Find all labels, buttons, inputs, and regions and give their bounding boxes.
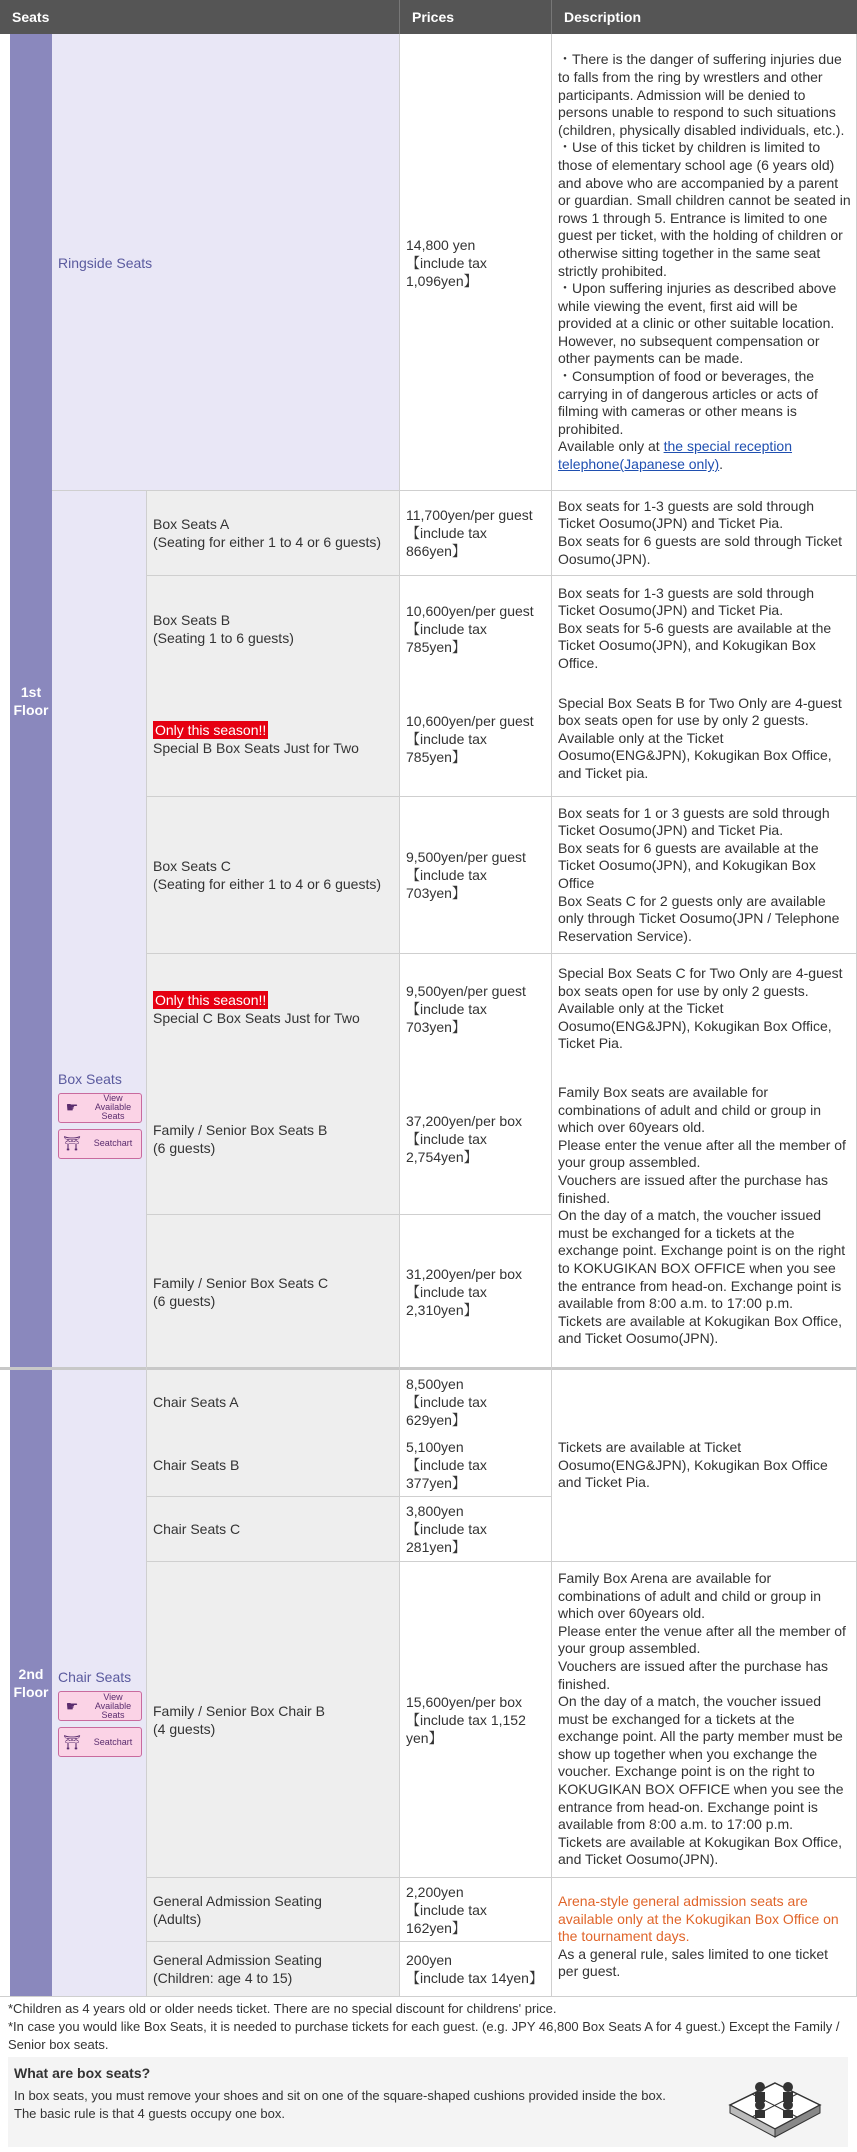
family-chair-price: [400, 1562, 552, 1877]
seatchart-label: Seatchart: [93, 1138, 133, 1148]
seat-name: Family / Senior Box Seats C: [153, 1274, 329, 1291]
price-tax-label: 【include tax: [406, 1521, 487, 1537]
chair-seats-a-price: [400, 1370, 552, 1433]
price-tax-amount: 2,310yen】: [406, 1301, 478, 1318]
price-amount: 2,200yen: [406, 1883, 464, 1900]
special-b-box-seats: [147, 681, 400, 796]
special-c-description: [552, 954, 857, 1064]
pointer-icon: ☛: [65, 1697, 79, 1714]
desc-line: Vouchers are issued after the purchase has finished.: [558, 1657, 829, 1692]
price-tax-amount: 785yen】: [406, 638, 466, 655]
desc-line: Vouchers are issued after the purchase has finished.: [558, 1172, 829, 1206]
seat-capacity: (6 guests): [153, 1292, 216, 1309]
category-ringside: [52, 34, 400, 491]
price-tax-amount: 1,096yen】: [406, 272, 478, 289]
box-seat-illustration-icon: [720, 2063, 830, 2143]
chair-seats-label: Chair Seats: [58, 1669, 132, 1685]
price-amount: 15,600yen/per box: [406, 1693, 522, 1710]
seat-name: General Admission Seating: [153, 1952, 322, 1968]
price-tax-label: 【include tax: [406, 730, 487, 747]
price-tax-label: 【include tax 1,152: [406, 1711, 526, 1728]
seatchart-button[interactable]: [58, 1727, 142, 1757]
view-available-seats-label: View Available Seats: [94, 1093, 132, 1121]
price-amount: 37,200yen/per box: [406, 1113, 522, 1129]
seatchart-button[interactable]: [58, 1129, 142, 1159]
price-tax-amount: 162yen】: [406, 1919, 466, 1936]
special-reception-telephone-link[interactable]: the special reception telephone(Japanese only): [558, 438, 793, 473]
price-amount: 9,500yen/per guest: [406, 983, 526, 999]
seat-name: Family / Senior Box Chair B: [153, 1702, 325, 1719]
ringside-note: ・Upon suffering injuries as described above while viewing the event, first aid will be provided at a clinic or other suitable location. However, no subsequent compensation or other payments can be made.: [558, 280, 837, 367]
price-amount: 14,800 yen: [406, 236, 476, 253]
seat-capacity: (Seating for either 1 to 4 or 6 guests): [153, 876, 382, 892]
desc-line: Special Box Seats C for Two Only are 4-guest box seats open for use by only 2 guests.: [558, 965, 843, 999]
seat-name: Chair Seats C: [153, 1521, 241, 1537]
only-this-season-badge: Only this season!!: [155, 992, 267, 1008]
family-chair-description: [552, 1562, 857, 1877]
notes: [8, 2000, 848, 2054]
seat-capacity: (6 guests): [153, 1140, 216, 1156]
price-tax-label: 【include tax 14yen】: [406, 1970, 543, 1986]
arena-icon: ⛩: [63, 1733, 81, 1750]
seat-name: Chair Seats B: [153, 1456, 240, 1473]
ringside-note: ・There is the danger of suffering injuries due to falls from the ring by wrestlers and other participants. Admission will be denied to persons unable to respond to such situations (children, physically disabled individuals, etc.).: [558, 51, 845, 138]
price-tax-label: 【include tax: [406, 1131, 487, 1147]
info-line: In box seats, you must remove your shoes and sit on one of the square-shaped cushions provided inside the box.: [14, 2088, 666, 2103]
price-amount: 11,700yen/per guest: [406, 507, 533, 523]
desc-line: Box seats for 5-6 guests are available at the Ticket Oosumo(JPN), and Kokugikan Box Office.: [558, 619, 832, 671]
family-senior-box-chair-b: [147, 1562, 400, 1877]
ringside-seats-label: Ringside Seats: [58, 254, 153, 271]
seat-name: Family / Senior Box Seats B: [153, 1122, 328, 1138]
desc-line: Box seats for 1-3 guests are sold through Ticket Oosumo(JPN) and Ticket Pia.: [558, 497, 815, 532]
ringside-note: ・Use of this ticket by children is limited to those of elementary school age (6 years old) and above who are accompanied by a parent or guardian. Small children cannot be seated in rows 1 through 5. Entrance is limited to one guest per ticket, with the holding of children or otherwise sitting together in the same seat strictly prohibited.: [558, 139, 851, 279]
availability-prefix: Available only at: [558, 438, 664, 455]
desc-line: Family Box seats are available for combinations of adult and child or group in which over 60years old.: [558, 1084, 822, 1136]
desc-line: Tickets are available at Ticket Oosumo(ENG&JPN), Kokugikan Box Office and Ticket Pia.: [558, 1439, 828, 1491]
price-tax-label: 【include tax: [406, 1001, 487, 1017]
box-seats-c: [147, 797, 400, 953]
view-available-seats-label: View Available Seats: [94, 1691, 132, 1720]
price-amount: 10,600yen/per guest: [406, 602, 534, 619]
seat-name: Special B Box Seats Just for Two: [153, 739, 359, 756]
seat-name: Special C Box Seats Just for Two: [153, 1010, 360, 1026]
desc-line: As a general rule, sales limited to one ticket per guest.: [558, 1945, 829, 1980]
ringside-note: ・Consumption of food or beverages, the carrying in of dangerous articles or acts of filming with cameras or other means is prohibited.: [558, 368, 818, 437]
box-seats-info-title: What are box seats?: [14, 2065, 151, 2081]
seat-capacity: (Seating for either 1 to 4 or 6 guests): [153, 534, 382, 550]
price-tax-amount: 281yen】: [406, 1539, 466, 1555]
box-seats-b-price: [400, 576, 552, 681]
price-tax-label: 【include tax: [406, 525, 487, 541]
desc-line: On the day of a match, the voucher issued must be exchanged for a tickets at the exchange point. All the party member must be show up together when you exchange the voucher. Exchange point is on the right to KOKUGIKAN BOX OFFICE when you see the entrance from head-on. Exchange point is available from 8:00 a.m. to 17:00 p.m.: [558, 1693, 844, 1833]
box-seats-b: [147, 576, 400, 681]
price-tax-amount: 866yen】: [406, 543, 466, 559]
note-children: *Children as 4 years old or older needs ticket. There are no special discount for childrens' price.: [8, 2001, 557, 2016]
seat-capacity: (Seating 1 to 6 guests): [153, 629, 294, 646]
seat-capacity: (4 guests): [153, 1720, 216, 1737]
box-seats-info-text: [14, 2087, 684, 2123]
chair-seats-c-price: [400, 1497, 552, 1561]
table-bottom-border: [0, 1996, 857, 1997]
price-tax-label: 【include tax: [406, 1393, 487, 1410]
category-chair-seats: [52, 1370, 147, 1996]
family-senior-b-price: [400, 1064, 552, 1214]
only-this-season-badge: Only this season!!: [155, 721, 267, 738]
arena-icon: ⛩: [63, 1135, 81, 1151]
column-border: [146, 491, 147, 1996]
price-tax-amount: 2,754yen】: [406, 1149, 478, 1165]
desc-line: Box seats for 6 guests are available at the Ticket Oosumo(JPN), and Kokugikan Box Office: [558, 839, 819, 891]
box-seats-info-panel: [8, 2057, 848, 2147]
price-tax-label: 【include tax: [406, 1283, 487, 1300]
price-tax-label: 【include tax: [406, 1456, 487, 1473]
desc-line: Tickets are available at Kokugikan Box Office, and Ticket Oosumo(JPN).: [558, 1833, 843, 1868]
desc-line: Available only at the Ticket Oosumo(ENG&JPN), Kokugikan Box Office, Ticket Pia.: [558, 1000, 832, 1052]
price-amount: 8,500yen: [406, 1375, 464, 1392]
price-amount: 31,200yen/per box: [406, 1265, 522, 1282]
availability-suffix: .: [719, 456, 724, 473]
floor-label-2nd: 2nd Floor: [10, 1370, 52, 1996]
desc-line: Family Box Arena are available for combinations of adult and child or group in which over 60years old.: [558, 1569, 822, 1622]
seat-name: Chair Seats A: [153, 1393, 239, 1410]
seat-name: Box Seats A: [153, 516, 230, 532]
general-admission-children: [147, 1942, 400, 1996]
price-tax-amount: 377yen】: [406, 1474, 466, 1491]
category-box-seats: [52, 491, 147, 1368]
desc-line: Please enter the venue after all the member of your group assembled.: [558, 1622, 846, 1657]
header-prices: Prices: [400, 0, 552, 34]
info-line: The basic rule is that 4 guests occupy one box.: [14, 2106, 285, 2121]
seat-name: Box Seats B: [153, 611, 231, 628]
price-tax-label: 【include tax: [406, 867, 487, 883]
general-admission-children-price: [400, 1942, 552, 1996]
price-tax-amount: 629yen】: [406, 1411, 466, 1428]
desc-line: Tickets are available at Kokugikan Box Office, and Ticket Oosumo(JPN).: [558, 1312, 843, 1347]
special-c-price: [400, 954, 552, 1064]
price-tax-label: 【include tax: [406, 1901, 487, 1918]
chair-seats-a: [147, 1370, 400, 1433]
seatchart-label: Seatchart: [93, 1736, 133, 1747]
box-seats-a-price: [400, 491, 552, 575]
box-seats-c-price: [400, 797, 552, 953]
chair-seats-b: [147, 1433, 400, 1496]
price-amount: 9,500yen/per guest: [406, 849, 526, 865]
ringside-description: [552, 34, 857, 491]
family-senior-box-seats-c: [147, 1215, 400, 1368]
family-senior-c-price: [400, 1215, 552, 1368]
box-seats-c-description: [552, 797, 857, 953]
price-amount: 5,100yen: [406, 1438, 464, 1455]
note-box-seats: *In case you would like Box Seats, it is needed to purchase tickets for each guest. (e.g. JPY 46,800 Box Seats A for 4 guest.) Except the Family / Senior box seats.: [8, 2019, 840, 2052]
price-tax-amount: 703yen】: [406, 885, 466, 901]
seat-name: Box Seats C: [153, 858, 231, 874]
general-admission-notice: Arena-style general admission seats are available only at the Kokugikan Box Office on the tournament days.: [558, 1893, 839, 1945]
column-border: [551, 34, 552, 1996]
seat-name: General Admission Seating: [153, 1892, 322, 1909]
price-tax-amount: yen】: [406, 1729, 443, 1746]
box-seats-a-description: [552, 491, 857, 575]
box-seats-a: [147, 491, 400, 575]
desc-line: Special Box Seats B for Two Only are 4-guest box seats open for use by only 2 guests.: [558, 694, 842, 729]
family-senior-box-seats-b: [147, 1064, 400, 1214]
special-c-box-seats: [147, 954, 400, 1064]
ringside-availability: [558, 438, 851, 473]
price-tax-label: 【include tax: [406, 620, 487, 637]
desc-line: Please enter the venue after all the member of your group assembled.: [558, 1136, 846, 1171]
view-available-seats-button[interactable]: [58, 1093, 142, 1123]
price-amount: 200yen: [406, 1952, 452, 1968]
general-admission-adults-price: [400, 1878, 552, 1941]
view-available-seats-button[interactable]: [58, 1691, 142, 1721]
chair-seats-c: [147, 1497, 400, 1561]
desc-line: Available only at the Ticket Oosumo(ENG&JPN), Kokugikan Box Office, and Ticket pia.: [558, 729, 832, 781]
floor-label-1st: 1st Floor: [10, 34, 52, 1368]
seat-capacity: (Adults): [153, 1910, 202, 1927]
desc-line: Box Seats C for 2 guests only are available only through Ticket Oosumo(JPN / Telephone Reservation Service).: [558, 892, 840, 944]
header-description: Description: [552, 0, 857, 34]
chair-seats-b-price: [400, 1433, 552, 1496]
price-amount: 3,800yen: [406, 1503, 464, 1519]
desc-line: On the day of a match, the voucher issued must be exchanged for a tickets at the exchange point. Exchange point is on the right to KOKUGIKAN BOX OFFICE when you see the entrance from head-on. Exchange point is available from 8:00 a.m. to 17:00 p.m.: [558, 1207, 846, 1312]
box-seats-b-description: [552, 576, 857, 681]
price-amount: 10,600yen/per guest: [406, 712, 534, 729]
desc-line: Box seats for 6 guests are sold through Ticket Oosumo(JPN).: [558, 533, 843, 567]
ringside-price: [400, 34, 552, 491]
general-admission-description: [552, 1878, 857, 1996]
price-tax-label: 【include tax: [406, 254, 487, 271]
special-b-description: [552, 681, 857, 796]
box-seats-label: Box Seats: [58, 1070, 122, 1087]
header-seats: Seats: [0, 0, 400, 34]
price-tax-amount: 703yen】: [406, 1019, 466, 1035]
general-admission-adults: [147, 1878, 400, 1941]
special-b-price: [400, 681, 552, 796]
desc-line: Box seats for 1 or 3 guests are sold through Ticket Oosumo(JPN) and Ticket Pia.: [558, 804, 830, 839]
desc-line: Box seats for 1-3 guests are sold through Ticket Oosumo(JPN) and Ticket Pia.: [558, 584, 815, 619]
chair-seats-description: [552, 1370, 857, 1561]
seat-capacity: (Children: age 4 to 15): [153, 1970, 293, 1986]
price-tax-amount: 785yen】: [406, 748, 466, 765]
family-box-description: [552, 1064, 857, 1368]
pointer-icon: ☛: [65, 1099, 79, 1115]
column-border: [399, 34, 400, 1996]
